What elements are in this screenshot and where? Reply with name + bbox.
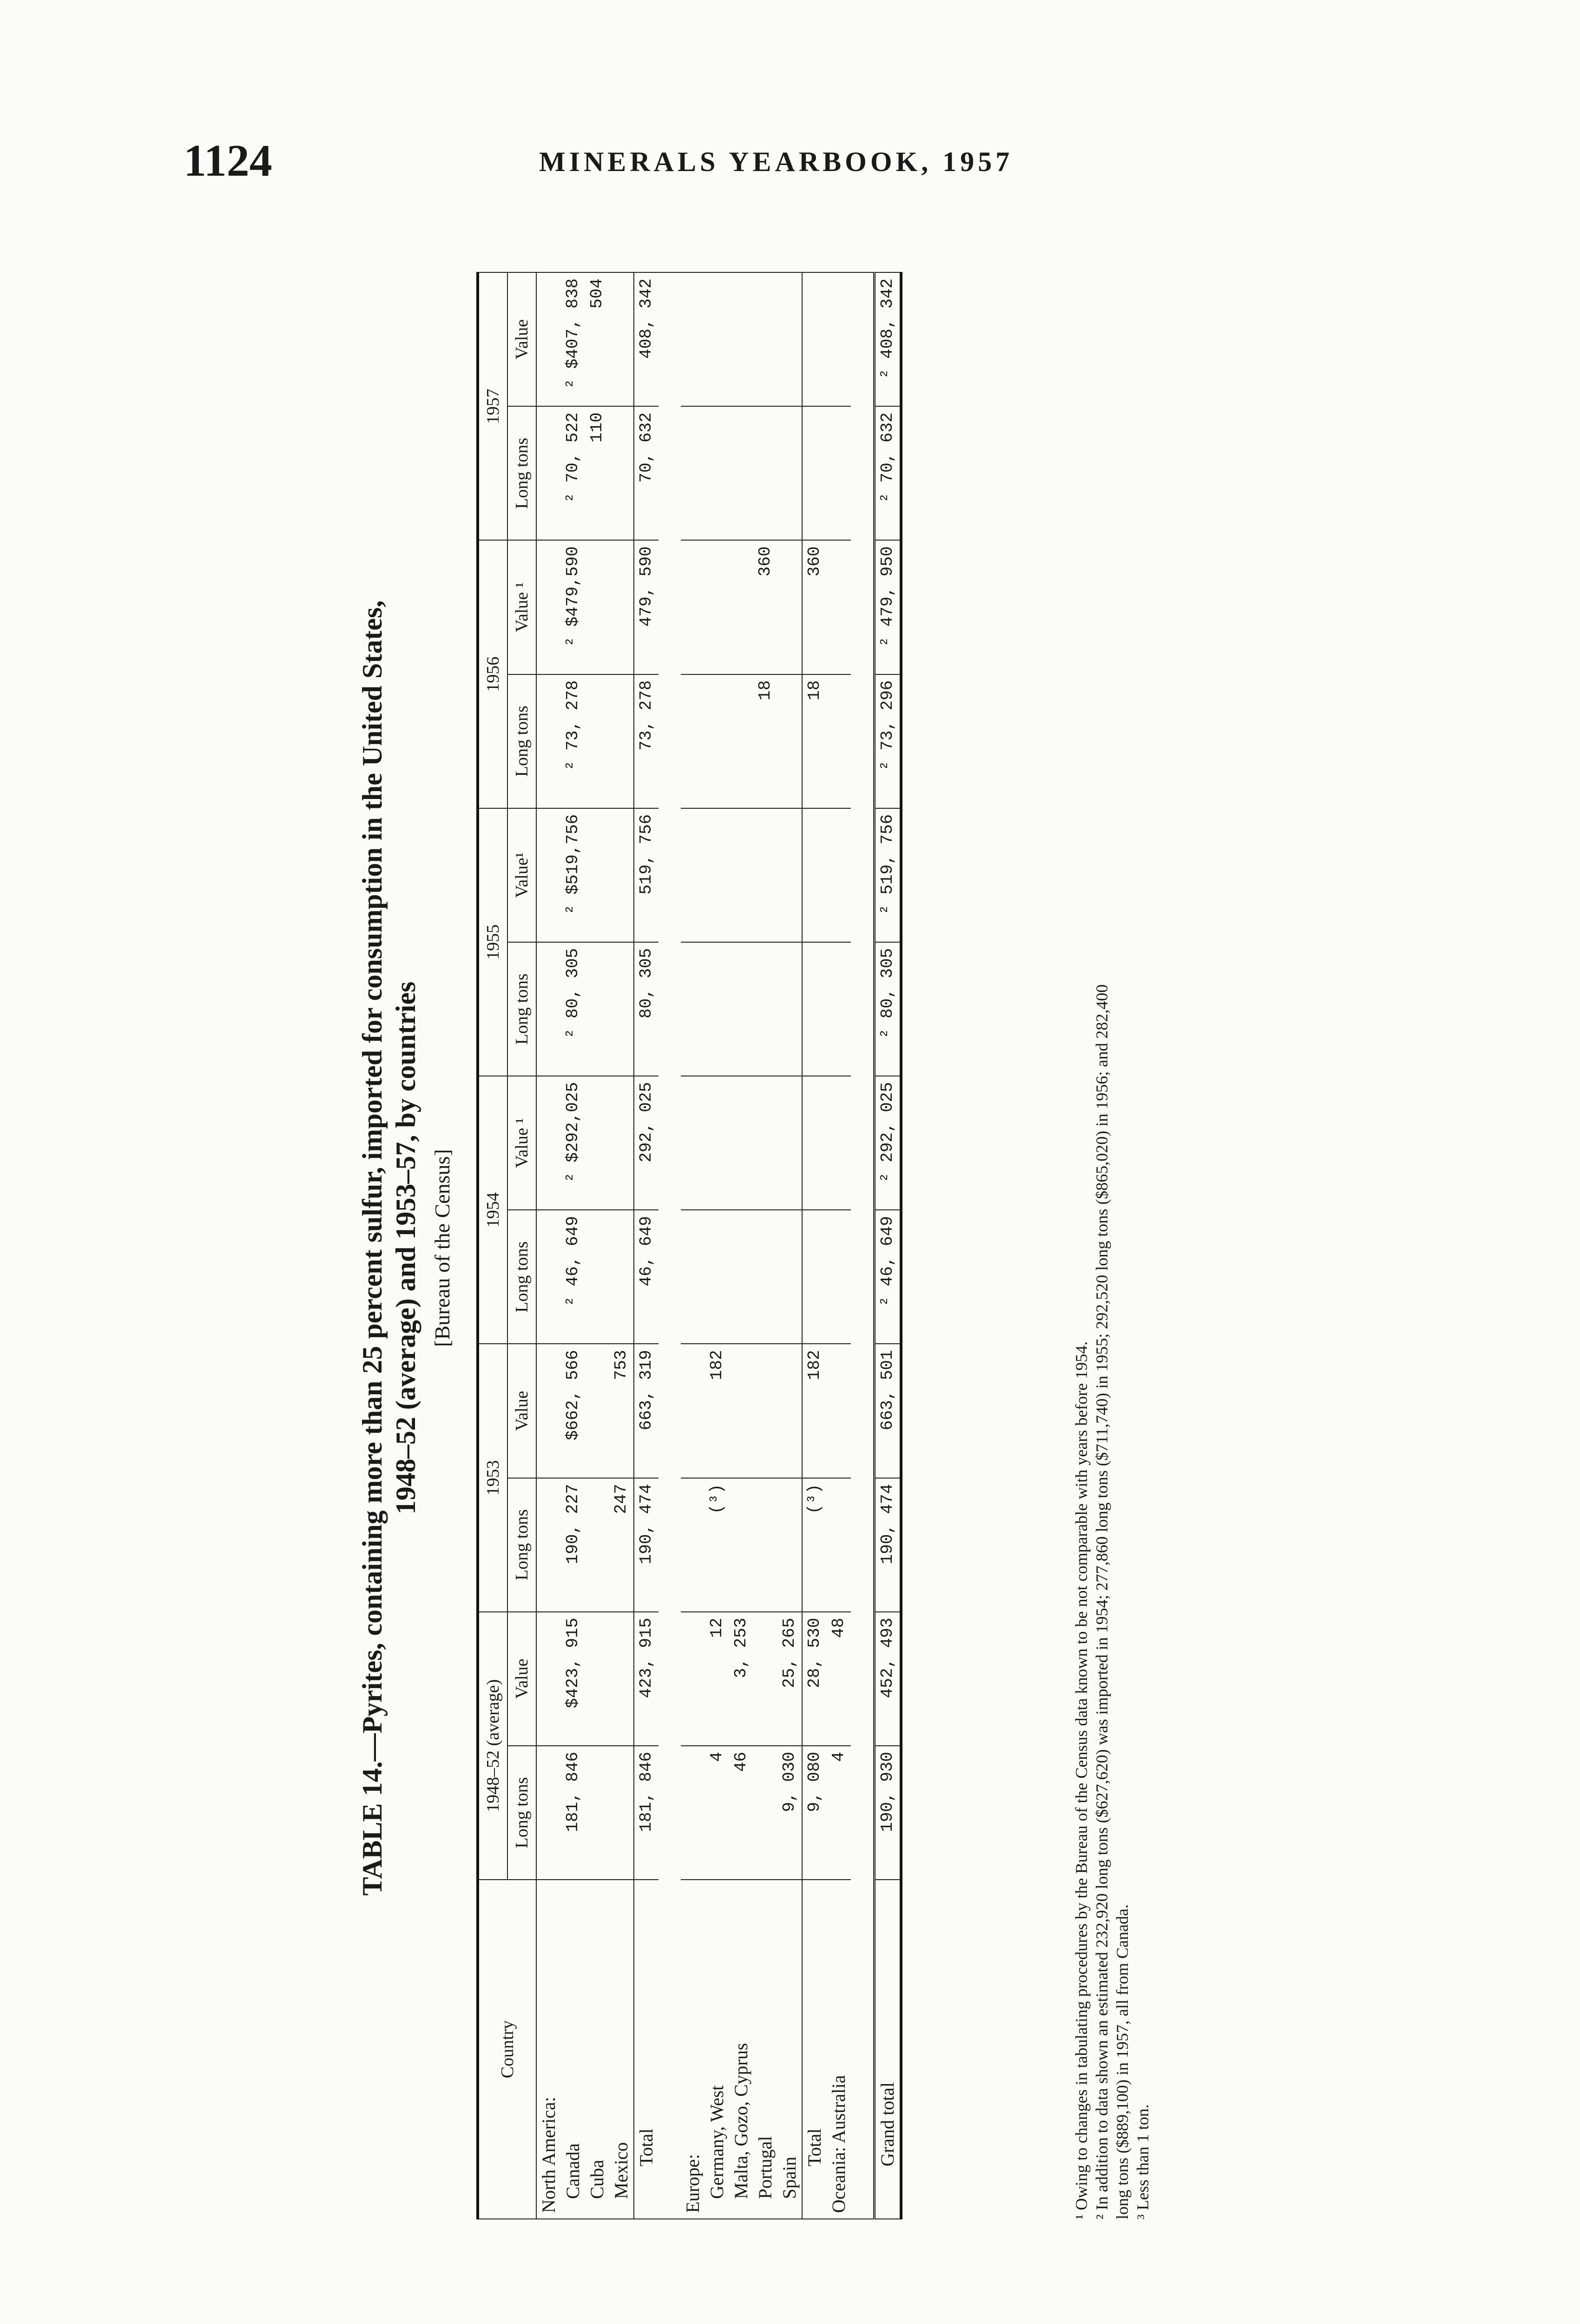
value-cell [729,272,753,406]
value-cell [585,540,609,674]
value-cell [729,1344,753,1478]
subheader-cell: Value [507,1344,536,1478]
value-cell [705,1210,729,1344]
value-cell [802,1076,827,1210]
value-cell: 292, 025 [634,1076,658,1210]
subheader-cell: Long tons [507,942,536,1076]
value-cell: 753 [609,1344,634,1478]
country-label: Portugal [755,2136,776,2199]
value-cell: 18 [753,674,777,808]
value-cell [777,674,802,808]
spacer-row [658,272,681,2219]
value-cell [802,808,827,942]
value-cell: 247 [609,1478,634,1612]
value-cell [827,1478,851,1612]
value-cell [753,1344,777,1478]
value-cell: 25, 265 [777,1612,802,1746]
value-cell [753,1210,777,1344]
value-cell [585,1612,609,1746]
value-cell [777,406,802,540]
value-cell [585,1478,609,1612]
period-header: 1948–52 (average) [478,1612,507,1880]
country-label: Grand total [877,2082,898,2166]
subheader-cell: Long tons [507,1746,536,1880]
value-cell [729,808,753,942]
value-cell: ² $479,590 [561,540,585,674]
country-cell [729,1880,753,2219]
value-cell [609,674,634,808]
country-cell [536,1880,561,2219]
value-cell: ² 479, 950 [875,540,902,674]
subheader-cell: Long tons [507,674,536,808]
value-cell: 519, 756 [634,808,658,942]
value-cell [729,674,753,808]
value-cell [777,272,802,406]
table-title [356,249,422,2247]
value-cell: 504 [585,272,609,406]
country-label: Mexico [611,2142,632,2199]
value-cell [585,674,609,808]
value-cell [536,1478,561,1612]
value-cell [753,1478,777,1612]
value-cell [536,674,561,808]
value-cell [585,1076,609,1210]
value-cell: 181, 846 [561,1746,585,1880]
footnote: ¹ Owing to changes in tabulating procedures by the Bureau of the Census data known to be not comparable with years before 1954. [1072,1341,1091,2219]
value-cell [536,1210,561,1344]
value-cell: ² $519,756 [561,808,585,942]
value-cell: 73, 278 [634,674,658,808]
footnote: ³ Less than 1 ton. [1133,2104,1152,2219]
table-title-line1: TABLE 14.—Pyrites, containing more than 25 percent sulfur, imported for consumption in the United States, [357,600,388,1896]
country-label: Cuba [586,2159,607,2199]
country-cell [609,1880,634,2219]
value-cell [681,942,705,1076]
value-cell [609,1076,634,1210]
value-cell: 46, 649 [634,1210,658,1344]
period-header: 1956 [478,540,507,808]
value-cell [681,808,705,942]
value-cell [827,1344,851,1478]
value-cell [753,406,777,540]
value-cell: ² 73, 278 [561,674,585,808]
country-cell [875,1880,902,2219]
value-cell: 360 [802,540,827,674]
table-row [585,272,609,2219]
country-label: Spain [779,2156,800,2199]
value-cell [585,1210,609,1344]
country-cell [777,1880,802,2219]
value-cell: 663, 501 [875,1344,902,1478]
country-cell [634,1880,658,2219]
value-cell: 182 [802,1344,827,1478]
value-cell: 9, 080 [802,1746,827,1880]
value-cell [609,1746,634,1880]
value-cell [777,1478,802,1612]
value-cell [705,808,729,942]
value-cell [681,1746,705,1880]
value-cell: 46 [729,1746,753,1880]
value-cell [705,540,729,674]
country-label: North America: [538,2097,559,2213]
value-cell [729,540,753,674]
value-cell [681,1478,705,1612]
value-cell: 452, 493 [875,1612,902,1746]
value-cell [536,808,561,942]
value-cell: 479, 590 [634,540,658,674]
value-cell: ² 46, 649 [875,1210,902,1344]
period-header-row [478,272,507,2219]
value-cell [536,942,561,1076]
value-cell: 4 [705,1746,729,1880]
value-cell [753,272,777,406]
spacer-row [851,272,875,2219]
value-cell [777,540,802,674]
value-cell [729,1478,753,1612]
value-cell [729,1076,753,1210]
spacer-cell [851,272,875,2219]
value-cell [753,1076,777,1210]
value-cell [802,406,827,540]
country-label: Total [636,2128,657,2166]
value-cell [609,808,634,942]
value-cell: ² 408, 342 [875,272,902,406]
value-cell [536,1612,561,1746]
subheader-cell: Value ¹ [507,540,536,674]
table-row [705,272,729,2219]
value-cell: ² 46, 649 [561,1210,585,1344]
table-row [729,272,753,2219]
value-cell [827,808,851,942]
value-cell: 182 [705,1344,729,1478]
value-cell: 190, 474 [875,1478,902,1612]
value-cell: (³) [705,1478,729,1612]
period-header: 1954 [478,1076,507,1344]
value-cell: 663, 319 [634,1344,658,1478]
value-cell [705,942,729,1076]
value-cell: 4 [827,1746,851,1880]
value-cell [827,1076,851,1210]
value-cell [536,406,561,540]
value-cell: 70, 632 [634,406,658,540]
value-cell [609,942,634,1076]
country-cell [585,1880,609,2219]
value-cell: ² $292,025 [561,1076,585,1210]
subheader-cell: Value [507,1612,536,1746]
value-cell: 12 [705,1612,729,1746]
value-cell [777,942,802,1076]
value-cell [827,674,851,808]
value-cell [609,406,634,540]
value-cell: 190, 474 [634,1478,658,1612]
value-cell [827,272,851,406]
table-source: [Bureau of the Census] [430,1149,454,1347]
value-cell: ² 292, 025 [875,1076,902,1210]
value-cell [681,1612,705,1746]
value-cell [609,1612,634,1746]
value-cell: 18 [802,674,827,808]
value-cell [585,1344,609,1478]
value-cell [536,1746,561,1880]
period-header: 1953 [478,1344,507,1611]
value-cell [609,272,634,406]
value-cell [729,1210,753,1344]
spacer-cell [658,272,681,2219]
value-cell: 28, 530 [802,1612,827,1746]
value-cell: ² 519, 756 [875,808,902,942]
value-cell [827,406,851,540]
value-cell: 9, 030 [777,1746,802,1880]
value-cell [705,272,729,406]
value-cell [681,1344,705,1478]
value-cell [827,942,851,1076]
table-row [875,272,902,2219]
pyrites-imports-table [476,272,902,2219]
value-cell [753,1746,777,1880]
country-label: Canada [562,2143,583,2199]
value-cell [681,272,705,406]
value-cell [681,406,705,540]
subheader-cell: Long tons [507,1478,536,1612]
value-cell [536,540,561,674]
page-header [0,116,1580,191]
value-cell [681,540,705,674]
value-cell: 360 [753,540,777,674]
value-cell [753,1612,777,1746]
footnote: long tons ($889,100) in 1957, all from Canada. [1113,1904,1132,2219]
country-cell [681,1880,705,2219]
value-cell [536,1344,561,1478]
value-cell: 190, 227 [561,1478,585,1612]
value-cell [585,1746,609,1880]
value-cell: (³) [802,1478,827,1612]
subheader-cell: Long tons [507,1210,536,1344]
value-cell [705,674,729,808]
value-cell [777,808,802,942]
value-cell: ² 73, 296 [875,674,902,808]
table-row [681,272,705,2219]
value-cell [585,942,609,1076]
footnotes [1071,272,1153,2219]
country-label: Malta, Gozo, Cyprus [731,2043,751,2199]
value-cell [729,942,753,1076]
subheader-cell: Value ¹ [507,1076,536,1210]
value-cell: 110 [585,406,609,540]
value-cell [681,1210,705,1344]
value-cell [536,272,561,406]
subheader-cell: Long tons [507,406,536,540]
country-cell [561,1880,585,2219]
value-cell [802,942,827,1076]
table-title-line2: 1948–52 (average) and 1953–57, by countries [390,981,421,1515]
table-row [753,272,777,2219]
country-cell [802,1880,827,2219]
country-header: Country [478,1880,536,2219]
value-cell: $662, 566 [561,1344,585,1478]
value-cell: 3, 253 [729,1612,753,1746]
value-cell [777,1344,802,1478]
subheader-cell: Value¹ [507,808,536,942]
table-row [536,272,561,2219]
value-cell [536,1076,561,1210]
table-row [827,272,851,2219]
value-cell [753,942,777,1076]
table-row [777,272,802,2219]
table-row [561,272,585,2219]
table-row [634,272,658,2219]
value-cell [705,1076,729,1210]
value-cell [777,1076,802,1210]
table-body [536,272,901,2219]
page-number: 1124 [184,136,272,186]
value-cell [777,1210,802,1344]
value-cell: ² 80, 305 [561,942,585,1076]
value-cell [729,406,753,540]
value-cell [827,540,851,674]
country-cell [705,1880,729,2219]
rotated-table-block [356,249,1220,2247]
value-cell: ² $407, 838 [561,272,585,406]
country-cell [827,1880,851,2219]
running-head: MINERALS YEARBOOK, 1957 [539,146,1014,177]
country-label: Europe: [682,2154,703,2213]
value-cell: 408, 342 [634,272,658,406]
value-cell: 181, 846 [634,1746,658,1880]
value-cell: 80, 305 [634,942,658,1076]
value-cell [609,540,634,674]
value-cell [827,1210,851,1344]
value-cell [802,1210,827,1344]
value-cell [681,1076,705,1210]
country-label: Germany, West [706,2085,727,2199]
value-cell [705,406,729,540]
value-cell [681,674,705,808]
value-cell: ² 70, 632 [875,406,902,540]
value-cell [585,808,609,942]
period-header: 1957 [478,272,507,540]
country-label: Oceania: Australia [828,2075,849,2213]
value-cell: ² 80, 305 [875,942,902,1076]
value-cell: $423, 915 [561,1612,585,1746]
country-cell [753,1880,777,2219]
value-cell [753,808,777,942]
value-cell: 190, 930 [875,1746,902,1880]
value-cell [609,1210,634,1344]
table-row [802,272,827,2219]
country-label: Total [804,2128,825,2166]
footnote: ² In addition to data shown an estimated 232,920 long tons ($627,620) was imported in 1954; 277,860 long tons ($711,740) in 1955; 292,520 long tons ($865,020) in 1956; and 282,400 [1093,984,1111,2219]
value-cell [802,272,827,406]
subheader-cell: Value [507,272,536,406]
table-row [609,272,634,2219]
value-cell: ² 70, 522 [561,406,585,540]
value-cell: 48 [827,1612,851,1746]
period-header: 1955 [478,808,507,1076]
value-cell: 423, 915 [634,1612,658,1746]
